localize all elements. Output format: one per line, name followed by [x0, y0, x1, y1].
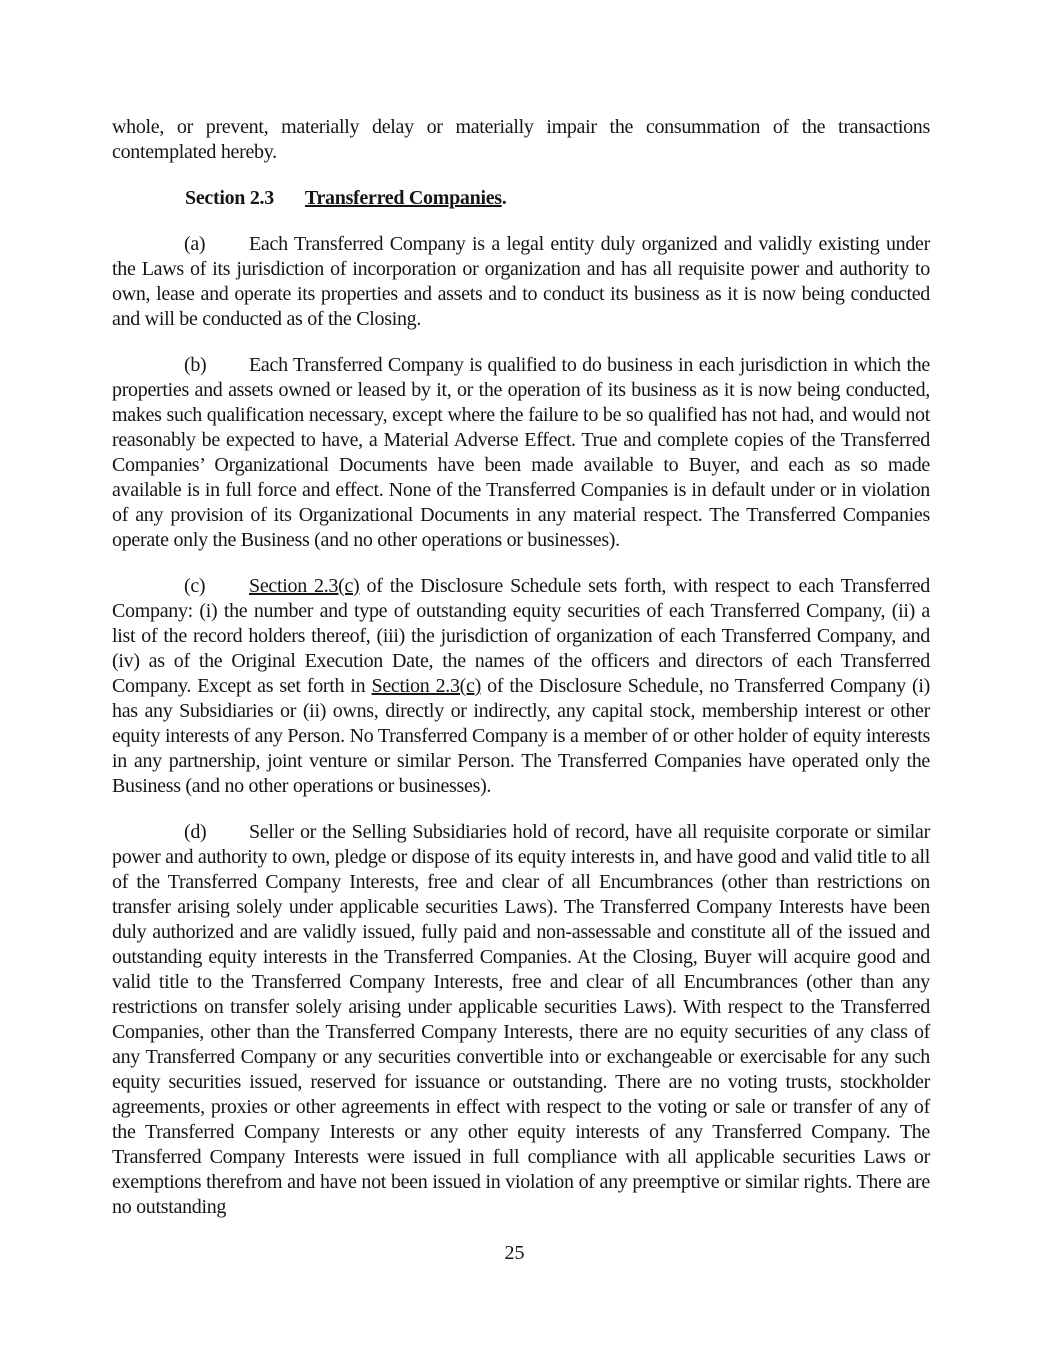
- paragraph-c-label: (c): [184, 575, 206, 597]
- paragraph-c-section-ref-1: Section 2.3(c): [249, 575, 360, 597]
- paragraph-c-section-ref-2: Section 2.3(c): [371, 675, 481, 697]
- section-heading-title: Transferred Companies: [304, 187, 502, 209]
- paragraph-intro: whole, or prevent, materially delay or materially impair the consummation of the transactions contemplated hereby.: [112, 116, 930, 163]
- paragraph-b-text: Each Transferred Company is qualified to do business in each jurisdiction in which the properties and assets owned or leased by it, or the operation of its business as it is now being conducted, makes such qualification necessary, except where the failure to be so qualified has not had, and would not reasonably be expected to have, a Material Adverse Effect. True and complete copies of the Transferred Companies’ Organizational Documents have been made available to Buyer, and each as so made available is in full force and effect. None of the Transferred Companies is in default under or in violation of any provision of its Organizational Documents in any material respect. The Transferred Companies operate only the Business (and no other operations or businesses).: [112, 354, 930, 551]
- paragraph-d: [112, 820, 930, 1220]
- page-number: 25: [504, 1242, 525, 1264]
- paragraph-b-label: (b): [184, 354, 207, 376]
- paragraph-a: [112, 232, 930, 332]
- paragraph-d-label: (d): [184, 821, 207, 843]
- section-heading: [112, 186, 930, 211]
- paragraph-c: [112, 574, 930, 799]
- section-heading-number: Section 2.3: [185, 187, 274, 209]
- paragraph-a-text: Each Transferred Company is a legal entity duly organized and validly existing under the Laws of its jurisdiction of incorporation or organization and has all requisite power and authority to own, lease and operate its properties and assets and to conduct its business as it is now being conducted and will be conducted as of the Closing.: [112, 233, 930, 330]
- paragraph-a-label: (a): [184, 233, 206, 255]
- paragraph-d-text: Seller or the Selling Subsidiaries hold of record, have all requisite corporate or similar power and authority to own, pledge or dispose of its equity interests in, and have good and valid title to all of the Transferred Company Interests, free and clear of all Encumbrances (other than restrictions on transfer arising solely under applicable securities Laws). The Transferred Company Interests have been duly authorized and are validly issued, fully paid and non-assessable and constitute all of the issued and outstanding equity interests in the Transferred Companies. At the Closing, Buyer will acquire good and valid title to the Transferred Company Interests, free and clear of all Encumbrances (other than any restrictions on transfer solely arising under applicable securities Laws). With respect to the Transferred Companies, other than the Transferred Company Interests, there are no equity securities of any class of any Transferred Company or any securities convertible into or exchangeable or exercisable for any such equity securities issued, reserved for issuance or outstanding. There are no voting trusts, stockholder agreements, proxies or other agreements in effect with respect to the voting or sale or transfer of any of the Transferred Company Interests or any other equity interests of any Transferred Company. The Transferred Company Interests were issued in full compliance with all applicable securities Laws or exemptions therefrom and have not been issued in violation of any preemptive or similar rights. There are no outstanding: [112, 821, 930, 1218]
- paragraph-c-text-1: of the Disclosure Schedule sets forth, with respect to each Transferred Company: (i) the number and type of outstanding equity securities of each Transferred Company, (ii) a list of the record holders thereof, (iii) the jurisdiction of organization of each Transferred Company, and (iv) as of the Original Execution Date, the names of the officers and directors of each Transferred Company. Except as set forth in: [112, 575, 930, 697]
- paragraph-b: [112, 353, 930, 553]
- paragraph-c-text-2: of the Disclosure Schedule, no Transferred Company (i) has any Subsidiaries or (ii) owns, directly or indirectly, any capital stock, membership interest or other equity interests of any Person. No Transferred Company is a member of or other holder of equity interests in any partnership, joint venture or similar Person. The Transferred Companies have operated only the Business (and no other operations or businesses).: [112, 675, 930, 797]
- section-heading-period: .: [501, 187, 507, 209]
